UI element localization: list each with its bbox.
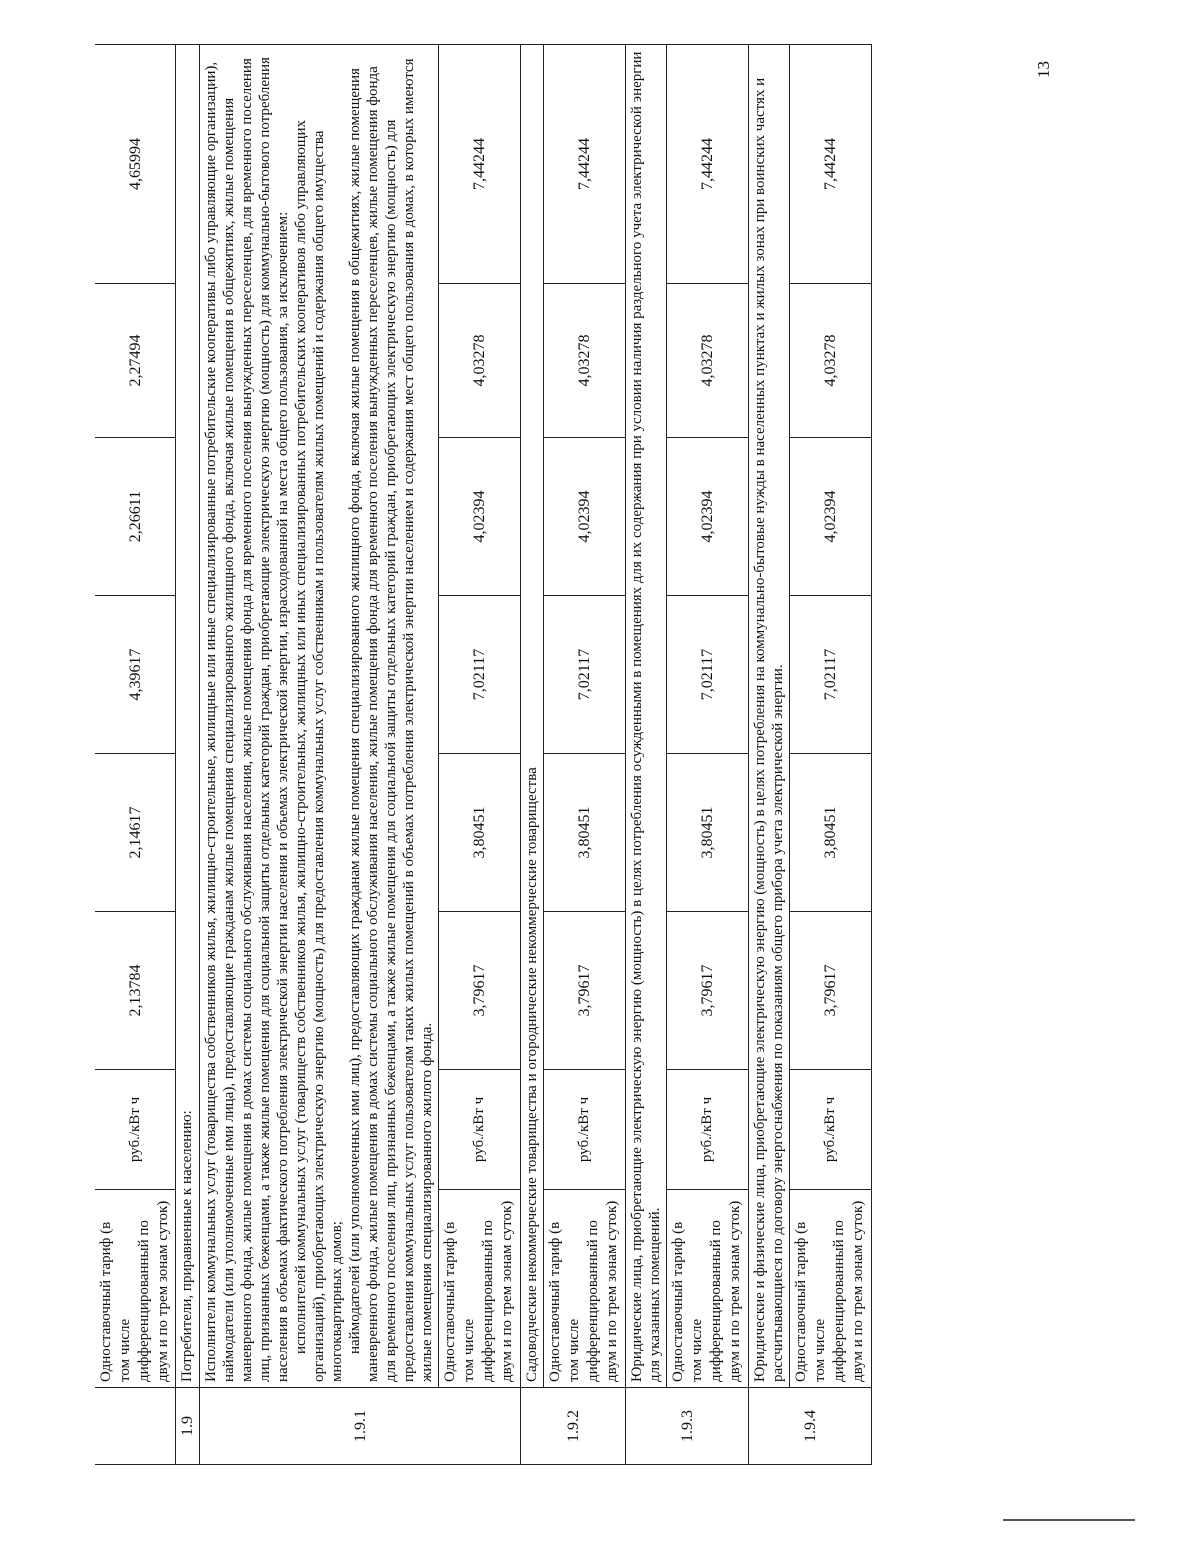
row-index: 1.9.1	[200, 1388, 521, 1465]
value-cell: 2,26611	[95, 438, 176, 596]
table-row	[176, 45, 200, 1465]
table-row	[626, 45, 667, 1465]
value-cell: 4,39617	[95, 596, 176, 754]
tariff-label: Одноставочный тариф (в том числе дифференцированный по двум и по трем зонам суток)	[544, 1190, 626, 1388]
table-row	[667, 45, 749, 1465]
row-index	[95, 1388, 176, 1465]
footer-divider	[1003, 1519, 1135, 1521]
row-index: 1.9.2	[521, 1388, 626, 1465]
value-cell: 7,44244	[439, 45, 521, 284]
value-cell: 7,02117	[544, 596, 626, 754]
description-paragraph: Исполнители коммунальных услуг (товарищества собственников жилья, жилищно-строительные, жилищные или иные специализированные потребительские кооперативы либо управляющие организации), наймодатели (или уполномоченные ими лица), предоставляющие гражданам жилые помещения специализированного жилищного фонда, включая жилые помещения в общежитиях, жилые помещения маневренного фонда, жилые помещения в домах системы социального обслуживания населения, жилые помещения фонда для временного поселения вынужденных переселенцев, для временного поселения лиц, признанных беженцами, а также жилые помещения для социальной защиты отдельных категорий граждан, приобретающие электрическую энергию (мощность) для коммунально-бытового потребления населения в объемах фактического потребления электрической энергии населения и объемах электрической энергии, израсходованной на места общего пользования, за исключением:	[203, 57, 291, 1382]
unit-cell: руб./кВт ч	[439, 1070, 521, 1190]
value-cell: 3,79617	[544, 912, 626, 1070]
value-cell: 3,80451	[544, 754, 626, 912]
value-cell: 4,65994	[95, 45, 176, 284]
value-cell: 7,44244	[544, 45, 626, 284]
tariff-label: Одноставочный тариф (в том числе дифференцированный по двум и по трем зонам суток)	[667, 1190, 749, 1388]
value-cell: 7,02117	[790, 596, 872, 754]
tariff-label: Одноставочный тариф (в том числе дифференцированный по двум и по трем зонам суток)	[95, 1190, 176, 1388]
section-heading: Потребители, приравненные к населению:	[176, 45, 200, 1388]
value-cell: 7,02117	[439, 596, 521, 754]
table-row	[95, 45, 176, 1465]
value-cell: 4,03278	[790, 284, 872, 438]
value-cell: 3,79617	[667, 912, 749, 1070]
value-cell: 2,13784	[95, 912, 176, 1070]
tariff-table	[95, 44, 872, 1465]
value-cell: 4,03278	[439, 284, 521, 438]
table-row	[521, 45, 544, 1465]
value-cell: 3,80451	[439, 754, 521, 912]
row-index: 1.9.3	[626, 1388, 749, 1465]
table-row	[439, 45, 521, 1465]
unit-cell: руб./кВт ч	[790, 1070, 872, 1190]
tariff-label: Одноставочный тариф (в том числе дифференцированный по двум и по трем зонам суток)	[439, 1190, 521, 1388]
row-description	[200, 45, 439, 1388]
table-row	[200, 45, 439, 1465]
value-cell: 2,27494	[95, 284, 176, 438]
unit-cell: руб./кВт ч	[95, 1070, 176, 1190]
value-cell: 7,44244	[790, 45, 872, 284]
row-index: 1.9.4	[749, 1388, 872, 1465]
unit-cell: руб./кВт ч	[544, 1070, 626, 1190]
value-cell: 4,02394	[667, 438, 749, 596]
row-description: Юридические лица, приобретающие электрическую энергию (мощность) в целях потребления осужденными в помещениях для их содержания при условии наличия раздельного учета электрической энергии для указанных помещений.	[626, 45, 667, 1388]
value-cell: 4,02394	[439, 438, 521, 596]
value-cell: 4,02394	[544, 438, 626, 596]
unit-cell: руб./кВт ч	[667, 1070, 749, 1190]
value-cell: 2,14617	[95, 754, 176, 912]
value-cell: 3,80451	[790, 754, 872, 912]
row-index: 1.9	[176, 1388, 200, 1465]
value-cell: 7,02117	[667, 596, 749, 754]
description-paragraph: наймодателей (или уполномоченных ими лиц), предоставляющих гражданам жилые помещения специализированного жилищного фонда, включая жилые помещения в общежитиях, жилые помещения маневренного фонда, жилые помещения в домах системы социального обслуживания населения, жилые помещения фонда для временного поселения вынужденных переселенцев, жилые помещения фонда для временного поселения лиц, признанных беженцами, а также жилые помещения для социальной защиты отдельных категорий граждан, приобретающих электрическую энергию (мощность) для предоставления коммунальных услуг пользователям таких жилых помещений в объемах потребления электрической энергии населением и содержания мест общего пользования в домах, в которых имеются жилые помещения специализированного жилого фонда.	[347, 58, 435, 1382]
table-row	[749, 45, 790, 1465]
value-cell: 4,03278	[544, 284, 626, 438]
value-cell: 3,79617	[439, 912, 521, 1070]
table-row	[790, 45, 872, 1465]
value-cell: 3,80451	[667, 754, 749, 912]
value-cell: 7,44244	[667, 45, 749, 284]
value-cell: 4,03278	[667, 284, 749, 438]
value-cell: 3,79617	[790, 912, 872, 1070]
page-number: 13	[1034, 61, 1053, 78]
row-description: Садоводческие некоммерческие товарищества и огороднические некоммерческие товарищества	[521, 45, 544, 1388]
tariff-label: Одноставочный тариф (в том числе дифференцированный по двум и по трем зонам суток)	[790, 1190, 872, 1388]
row-description: Юридические и физические лица, приобретающие электрическую энергию (мощность) в целях потребления на коммунально-бытовые нужды в населенных пунктах и жилых зонах при воинских частях и рассчитывающиеся по договору энергоснабжения по показаниям общего прибора учета электрической энергии.	[749, 45, 790, 1388]
table-row	[544, 45, 626, 1465]
value-cell: 4,02394	[790, 438, 872, 596]
tariff-table-page	[95, 45, 1040, 1465]
description-paragraph: исполнителей коммунальных услуг (товариществ собственников жилья, жилищно-строительных, жилищных или иных специализированных потребительских кооперативов либо управляющих организаций), приобретающих электрическую энергию (мощность) для предоставления коммунальных услуг собственникам и пользователям жилых помещений и содержания общего имущества многоквартирных домов;	[293, 120, 345, 1382]
